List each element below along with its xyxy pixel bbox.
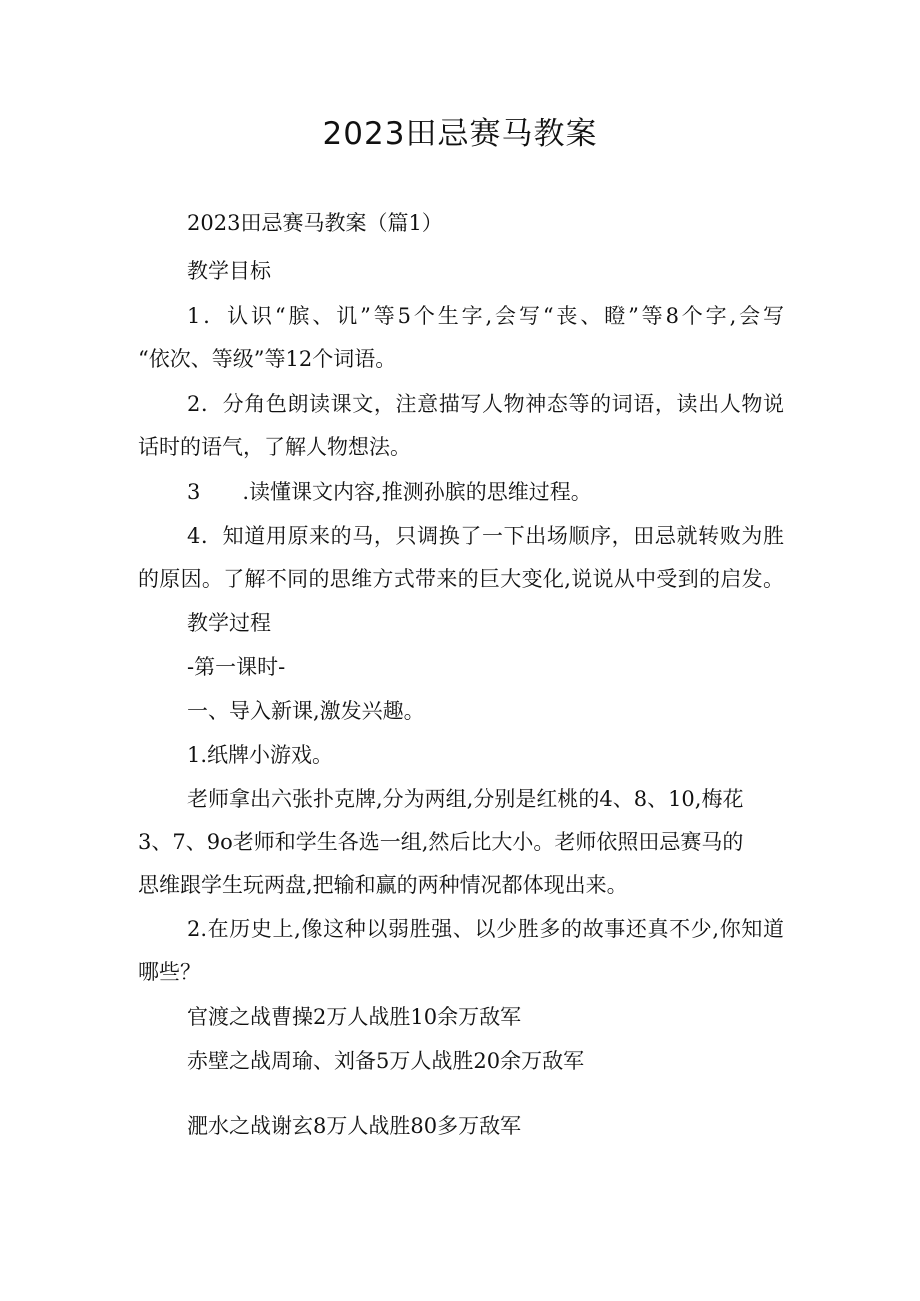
objective-4-line-2: 的原因。了解不同的思维方式带来的巨大变化,说说从中受到的启发。 (138, 567, 784, 591)
objective-1-line-2: “依次、等级”等12个词语。 (138, 347, 397, 371)
question-line-2: 哪些？ (138, 960, 201, 984)
objective-2-line-2: 话时的语气，了解人物想法。 (138, 435, 411, 459)
page-title: 2023田忌赛马教案 (322, 116, 598, 152)
objective-3: 3 .读懂课文内容,推测孙膑的思维过程。 (187, 480, 592, 504)
objective-1-line-1: 1．认识“膑、讥”等5个生字,会写“丧、瞪”等8个字,会写 (187, 304, 784, 328)
activity-line-3: 思维跟学生玩两盘,把输和赢的两种情况都体现出来。 (138, 873, 628, 897)
question-line-1: 2.在历史上,像这种以弱胜强、以少胜多的故事还真不少,你知道 (187, 917, 784, 941)
section-heading: 2023田忌赛马教案（篇1） (187, 211, 443, 235)
example-battle-guandu: 官渡之战曹操2万人战胜10余万敌军 (187, 1005, 522, 1029)
subheading-process: 教学过程 (187, 611, 271, 635)
subheading-objectives: 教学目标 (187, 259, 271, 283)
example-battle-chibi: 赤壁之战周瑜、刘备5万人战胜20余万敌军 (187, 1049, 585, 1073)
step-1-heading: 一、导入新课,激发兴趣。 (187, 699, 425, 723)
lesson-marker: -第一课时- (187, 655, 286, 679)
activity-line-2: 3、7、9o老师和学生各选一组,然后比大小。老师依照田忌赛马的 (138, 830, 744, 854)
activity-line-1: 老师拿出六张扑克牌,分为两组,分别是红桃的4、8、10,梅花 (187, 787, 744, 811)
activity-heading: 1.纸牌小游戏。 (187, 743, 334, 767)
example-battle-feishui: 淝水之战谢玄8万人战胜80多万敌军 (187, 1114, 522, 1138)
objective-2-line-1: 2．分角色朗读课文，注意描写人物神态等的词语，读出人物说 (187, 392, 784, 416)
objective-4-line-1: 4．知道用原来的马，只调换了一下出场顺序，田忌就转败为胜 (187, 524, 784, 548)
